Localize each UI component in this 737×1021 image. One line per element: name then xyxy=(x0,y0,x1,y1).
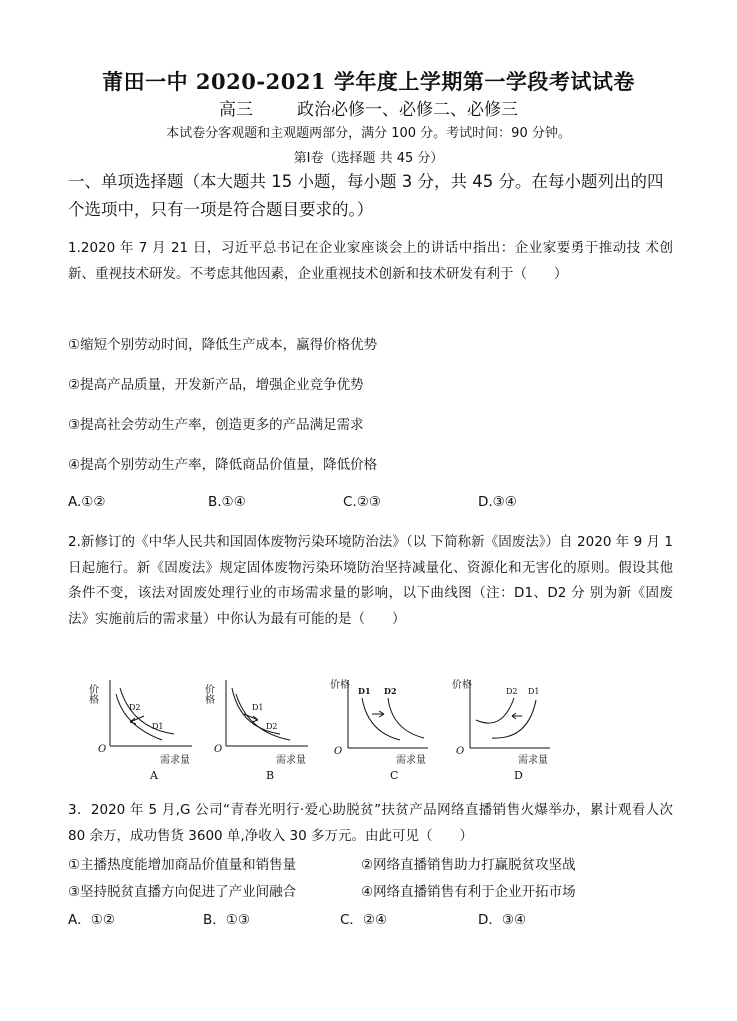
graph-c-d2: D2 xyxy=(384,686,397,696)
graph-c-ylabel: 价格 xyxy=(330,680,350,691)
question-1-choice-c: C.②③ xyxy=(343,494,381,510)
question-3-stem: 3．2020 年 5 月,G 公司“青春光明行·爱心助脱贫”扶贫产品网络直播销售火爆举办，累计观看人次 80 余万，成功售货 3600 单,净收入 30 多万元。由此可见（ ） xyxy=(68,802,673,844)
question-1-stem: 1.2020 年 7 月 21 日，习近平总书记在企业家座谈会上的讲话中指出：企业家要勇于推动技 术创新、重视技术研发。不考虑其他因素，企业重视技术创新和技术研发有利于（ ） xyxy=(68,240,673,282)
graph-b-xlabel: 需求量 xyxy=(276,755,306,766)
graph-b-d1: D1 xyxy=(252,703,264,712)
exam-note: 本试卷分客观题和主观题两部分，满分 100 分。考试时间：90 分钟。 xyxy=(166,126,571,141)
graph-a-xlabel: 需求量 xyxy=(160,755,190,766)
graph-d-curve-d1 xyxy=(492,700,536,738)
graph-b-curve-d2 xyxy=(236,694,290,740)
graph-c-d1: D1 xyxy=(358,686,371,696)
graph-a-curve-d2 xyxy=(116,694,162,740)
graph-d-arrow xyxy=(512,713,522,719)
question-3-choice-a: A．①② xyxy=(68,912,115,928)
graph-a-d1: D1 xyxy=(152,722,164,731)
graph-a-origin: O xyxy=(98,744,107,755)
graph-b-ylabel: 价格 xyxy=(202,684,214,704)
question-1-option-3: ③提高社会劳动生产率，创造更多的产品满足需求 xyxy=(68,417,364,433)
question-2-stem: 2.新修订的《中华人民共和国固体废物污染环境防治法》（以 下简称新《固废法》）自 2020 年 9 月 1 日起施行。新《固废法》规定固体废物污染环境防治坚持减量化、资源化和无害化的原则。假设其他条件不变，该法对固废处理行业的市场需求量的影响，以下曲线图（注：D1、D2 分 别为新《固废法》实施前后的需求量）中你认为最有可能的是（ ） xyxy=(68,534,673,627)
exam-title: 莆田一中 2020-2021 学年度上学期第一学段考试试卷 xyxy=(102,69,635,94)
graph-a-d2: D2 xyxy=(129,703,141,712)
graph-a xyxy=(86,670,202,788)
question-1-option-2: ②提高产品质量，开发新产品，增强企业竞争优势 xyxy=(68,377,364,393)
graph-d-xlabel: 需求量 xyxy=(518,755,548,766)
graph-d-d2: D2 xyxy=(506,687,518,696)
question-3-choice-b: B．①③ xyxy=(203,912,250,928)
part-heading: 第Ⅰ卷（选择题 共 45 分） xyxy=(293,151,444,166)
graph-d-origin: O xyxy=(456,746,465,757)
question-1-choice-b: B.①④ xyxy=(208,494,246,510)
graph-d-label: D xyxy=(514,769,523,782)
question-1-choice-d: D.③④ xyxy=(478,494,517,510)
grade-label: 高三 xyxy=(219,100,253,120)
graph-c-label: C xyxy=(390,769,399,782)
graph-a-ylabel: 价格 xyxy=(86,684,98,704)
question-1-choice-a: A.①② xyxy=(68,494,106,510)
graph-b-d2: D2 xyxy=(266,722,278,731)
graph-b-label: B xyxy=(266,769,275,782)
section-heading: 一、单项选择题（本大题共 15 小题，每小题 3 分，共 45 分。在每小题列出的四个选项中，只有一项是符合题目要求的。） xyxy=(68,172,664,219)
graph-c xyxy=(328,670,438,788)
question-3-option-1: ①主播热度能增加商品价值量和销售量 xyxy=(68,857,297,873)
graph-d xyxy=(450,670,560,788)
graph-b-origin: O xyxy=(214,744,223,755)
graph-b xyxy=(202,670,318,788)
question-1-option-4: ④提高个别劳动生产率，降低商品价值量，降低价格 xyxy=(68,457,378,473)
question-1-option-1: ①缩短个别劳动时间，降低生产成本，赢得价格优势 xyxy=(68,337,378,353)
subject-label: 政治必修一、必修二、必修三 xyxy=(297,100,518,120)
graph-c-curve-d2 xyxy=(388,698,424,738)
exam-subtitle xyxy=(0,95,737,120)
graph-c-xlabel: 需求量 xyxy=(396,755,426,766)
question-3-option-2: ②网络直播销售助力打赢脱贫攻坚战 xyxy=(361,857,576,873)
graph-c-curve-d1 xyxy=(362,698,400,740)
question-3-option-4: ④网络直播销售有利于企业开拓市场 xyxy=(361,884,576,900)
graph-c-origin: O xyxy=(334,746,343,757)
question-3-choice-d: D．③④ xyxy=(478,912,527,928)
graph-d-d1: D1 xyxy=(528,687,540,696)
graph-c-arrow xyxy=(372,711,384,717)
graph-a-label: A xyxy=(150,769,158,782)
question-3-choice-c: C．②④ xyxy=(340,912,388,928)
graph-d-ylabel: 价格 xyxy=(452,680,472,691)
graph-d-curve-d2 xyxy=(476,698,514,723)
question-3-option-3: ③坚持脱贫直播方向促进了产业间融合 xyxy=(68,884,297,900)
